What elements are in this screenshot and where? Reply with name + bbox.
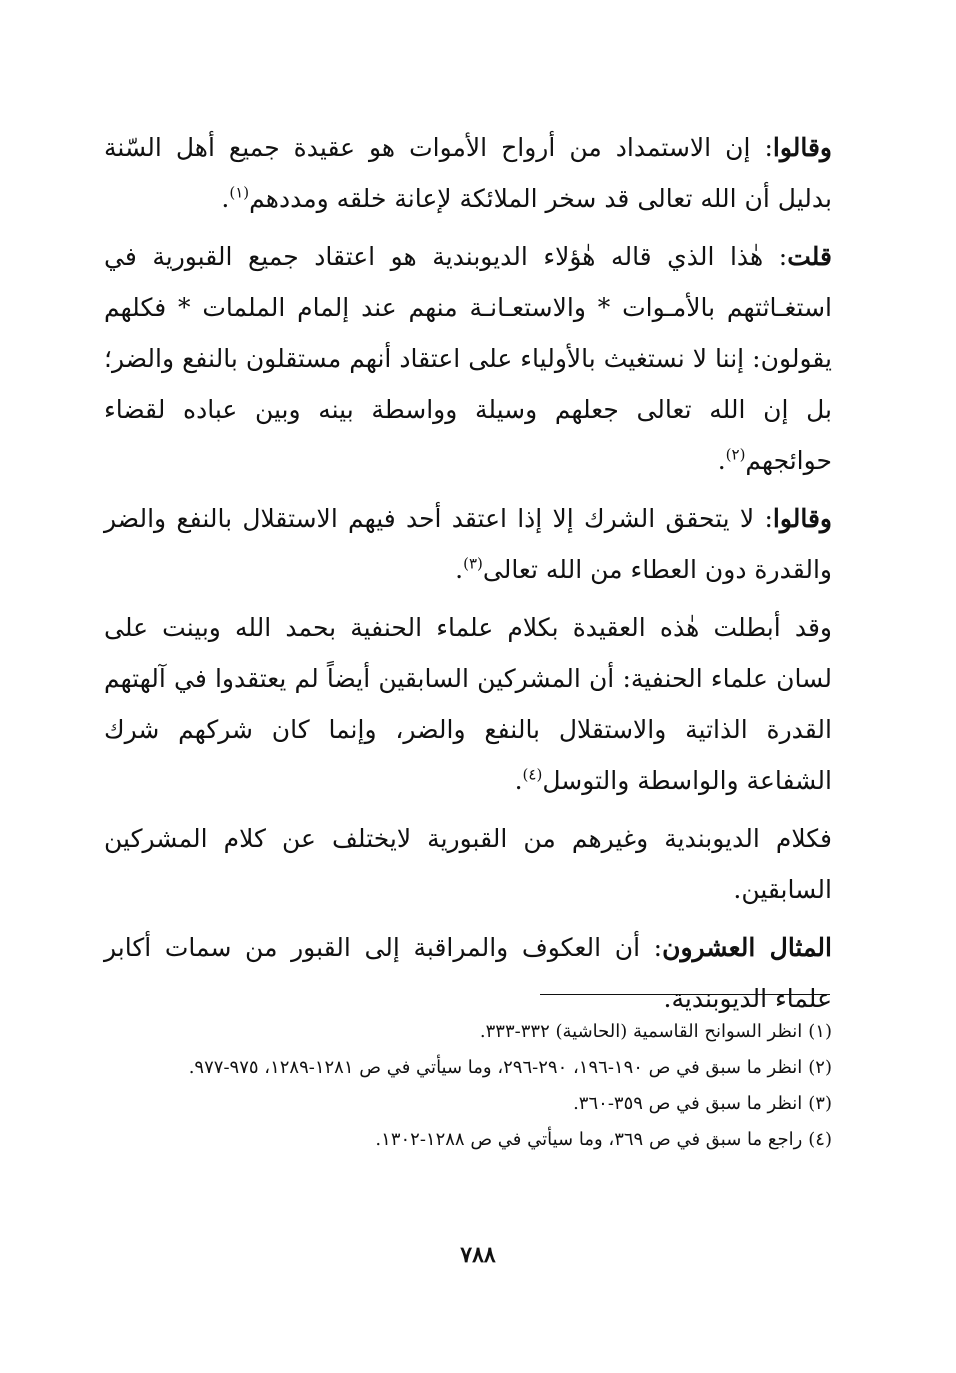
footnote [104, 1050, 832, 1086]
footnote-number: (٣) [808, 1093, 832, 1114]
paragraph-text: فكلام الديوبندية وغيرهم من القبورية لايختلف عن كلام المشركين السابقين. [104, 824, 832, 904]
paragraph-text: : إن الاستمداد من أرواح الأموات هو عقيدة جميع أهل السّنة بدليل أن الله تعالى قد سخر الملائكة لإعانة خلقه ومددهم [104, 133, 832, 213]
footnotes [104, 1014, 832, 1158]
paragraph-lead: وقالوا [772, 504, 832, 533]
footnote-separator [540, 994, 830, 995]
paragraph-tail: . [514, 766, 523, 795]
paragraph-text: : هٰذا الذي قاله هٰؤلاء الديوبندية هو اعتقاد جميع القبورية في استغـاثتهم بالأمـوات * والاستعـانـة منهم عند إلمام الملمات * فكلهم يقولون: إننا لا نستغيث بالأولياء على اعتقاد أنهم مستقلون بالنفع والضر؛ بل إن الله تعالى جعلهم وسيلة وواسطة بينه وبين عباده لقضاء حوائجهم [104, 242, 832, 475]
footnote-text: انظر السوانح القاسمية (الحاشية) ٣٣٢-٣٣٣. [479, 1021, 803, 1042]
paragraph-tail: . [717, 446, 726, 475]
footnote-reference: (٣) [463, 554, 483, 573]
footnote-reference: (٢) [725, 445, 746, 464]
main-text [104, 122, 832, 1031]
footnote-reference: (١) [229, 183, 250, 202]
paragraph-lead: المثال العشرون [662, 933, 832, 962]
footnote [104, 1014, 832, 1050]
footnote-text: انظر ما سبق في ص ١٩٠-١٩٦، ٢٩٠-٢٩٦، وما سيأتي في ص ١٢٨١-١٢٨٩، ٩٧٥-٩٧٧. [188, 1057, 803, 1078]
paragraph-text: : لا يتحقق الشرك إلا إذا اعتقد أحد فيهم الاستقلال بالنفع والضر والقدرة دون العطاء من الله تعالى [104, 504, 832, 584]
paragraph [104, 922, 832, 1024]
footnote [104, 1122, 832, 1158]
paragraph [104, 122, 832, 224]
paragraph [104, 231, 832, 486]
paragraph-text: وقد أبطلت هٰذه العقيدة بكلام علماء الحنفية بحمد الله وبينت على لسان علماء الحنفية: أن المشركين السابقين أيضاً لم يعتقدوا في آلهتهم القدرة الذاتية والاستقلال بالنفع والضر، وإنما كان شركهم شرك الشفاعة والواسطة والتوسل [104, 613, 832, 795]
footnote-number: (٢) [808, 1057, 832, 1078]
paragraph [104, 602, 832, 806]
paragraph-tail: . [221, 184, 230, 213]
paragraph [104, 813, 832, 915]
page-number: ٧٨٨ [460, 1242, 496, 1268]
paragraph-tail: . [455, 555, 464, 584]
paragraph-lead: قلت [787, 242, 832, 271]
footnote-text: انظر ما سبق في ص ٣٥٩-٣٦٠. [573, 1093, 803, 1114]
paragraph-lead: وقالوا [772, 133, 832, 162]
paragraph [104, 493, 832, 595]
footnote-number: (٤) [808, 1129, 832, 1150]
footnote-number: (١) [808, 1021, 832, 1042]
footnote-text: راجع ما سبق في ص ٣٦٩، وما سيأتي في ص ١٢٨٨-١٣٠٢. [375, 1129, 803, 1150]
paragraph-text: : أن العكوف والمراقبة إلى القبور من سمات أكابر علماء الديوبندية. [104, 933, 832, 1013]
footnote-reference: (٤) [522, 765, 543, 784]
footnote [104, 1086, 832, 1122]
